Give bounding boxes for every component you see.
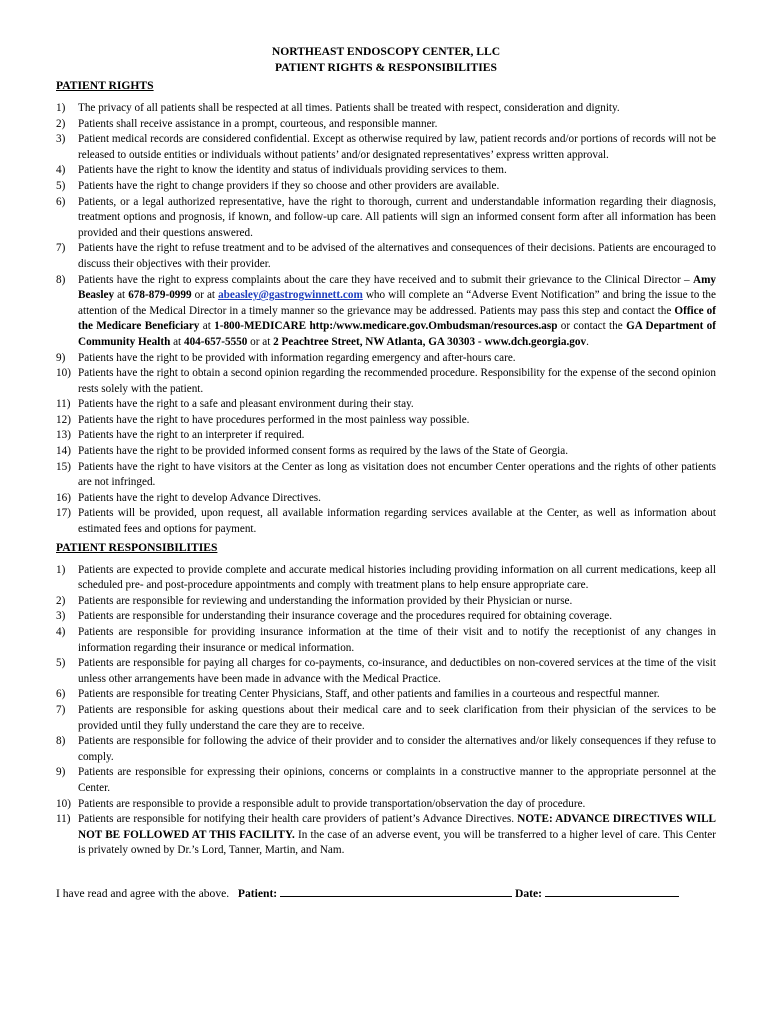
title-line-2: PATIENT RIGHTS & RESPONSIBILITIES — [275, 61, 497, 74]
clinical-director-phone: 678-879-0999 — [128, 289, 192, 302]
rights-item-grievance: 8) Patients have the right to express complaints about the care they have received and to submit their grievance to the Clinical Director – Amy Beasley at 678-879-0999 or at abeasley@gastrogwinnett.com who will complete an “Adverse Event Notification” and bring the issue to the attention of the Medical Director in a timely manner so the grievance may be addressed. Patients may pass this step and contact the Office of the Medicare Beneficiary at 1-800-MEDICARE http:/www.medicare.gov.Ombudsman/resources.asp or contact the GA Department of Community Health at 404-657-5550 or at 2 Peachtree Street, NW Atlanta, GA 30303 - www.dch.georgia.gov. — [56, 273, 716, 348]
agreement-text: I have read and agree with the above. — [56, 886, 230, 900]
responsibilities-list — [56, 563, 716, 859]
rights-item: 4) Patients have the right to know the identity and status of individuals providing services to them. — [56, 164, 507, 177]
rights-item: 3) Patient medical records are considered confidential. Except as otherwise required by law, patient records and/or portions of records will not be released to outside entities or individuals without patients’ and/or designated representatives’ express written approval. — [56, 133, 716, 161]
responsibilities-item-advance-directives: 11) Patients are responsible for notifying their health care providers of patient’s Advance Directives. NOTE: ADVANCE DIRECTIVES WILL NOT BE FOLLOWED AT THIS FACILITY. In the case of an adverse event, you will be transferred to a higher level of care. This Center is privately owned by Dr.’s Lord, Tanner, Martin, and Nam. — [56, 813, 717, 857]
responsibilities-item: 5) Patients are responsible for paying all charges for co-payments, co-insurance, and deductibles on non-covered services at the time of the visit unless other arrangements have been made in advance with the Medical Practice. — [56, 657, 716, 685]
medicare-contact: 1-800-MEDICARE http:/www.medicare.gov.Ombudsman/resources.asp — [214, 320, 558, 333]
title-line-1: NORTHEAST ENDOSCOPY CENTER, LLC — [271, 45, 501, 58]
rights-item: 12) Patients have the right to have procedures performed in the most painless way possible. — [56, 413, 470, 426]
responsibilities-heading: PATIENT RESPONSIBILITIES — [56, 540, 218, 554]
responsibilities-item: 3) Patients are responsible for understanding their insurance coverage and the procedures required for obtaining coverage. — [56, 610, 612, 623]
clinical-director-email-link[interactable]: abeasley@gastrogwinnett.com — [218, 289, 363, 302]
rights-item: 7) Patients have the right to refuse treatment and to be advised of the alternatives and consequences of their decisions. Patients are encouraged to discuss their objectives with their provider. — [56, 242, 716, 270]
rights-item: 6) Patients, or a legal authorized representative, have the right to thorough, current and understandable information regarding their diagnosis, treatment options and prognosis, if known, and follow-up care. All patients will sign an informed consent form after all information has been provided and their questions answered. — [56, 195, 716, 239]
responsibilities-item: 8) Patients are responsible for following the advice of their provider and to consider the alternatives and/or likely consequences if they refuse to comply. — [56, 735, 716, 763]
document-title — [56, 44, 716, 76]
responsibilities-item: 10) Patients are responsible to provide a responsible adult to provide transportation/observation the day of procedure. — [56, 797, 586, 810]
responsibilities-item: 9) Patients are responsible for expressing their opinions, concerns or complaints in a constructive manner to the appropriate personnel at the Center. — [56, 766, 716, 794]
rights-item: 11) Patients have the right to a safe and pleasant environment during their stay. — [56, 398, 414, 411]
rights-item: 1) The privacy of all patients shall be respected at all times. Patients shall be treated with respect, consideration and dignity. — [56, 102, 620, 114]
rights-item: 13) Patients have the right to an interpreter if required. — [56, 429, 305, 442]
responsibilities-item: 4) Patients are responsible for providing insurance information at the time of their visit and to notify the receptionist of any changes in information regarding their insurance or medical information. — [56, 626, 716, 654]
signature-line — [56, 885, 716, 902]
document-page — [56, 44, 716, 902]
responsibilities-item: 1) Patients are expected to provide complete and accurate medical histories including providing information on all current medications, keep all scheduled pre- and post-procedure appointments and comply with treatment plans to help ensure appropriate care. — [56, 563, 716, 592]
date-label: Date: — [514, 886, 543, 900]
rights-item: 17) Patients will be provided, upon request, all available information regarding services available at the Center, as well as information about estimated fees and options for payment. — [56, 507, 716, 536]
ga-department-phone: 404-657-5550 — [183, 335, 248, 348]
rights-item: 15) Patients have the right to have visitors at the Center as long as visitation does not encumber Center operations and the rights of other patients are not infringed. — [56, 460, 716, 489]
rights-item: 5) Patients have the right to change providers if they so choose and other providers are available. — [56, 179, 500, 192]
rights-list — [56, 101, 716, 538]
rights-item: 10) Patients have the right to obtain a second opinion regarding the recommended procedure. Responsibility for the expense of the second opinion rests solely with the patient. — [56, 367, 716, 395]
patient-signature-field[interactable] — [280, 885, 512, 897]
rights-item: 14) Patients have the right to be provided informed consent forms as required by the laws of the State of Georgia. — [56, 445, 569, 458]
rights-item: 2) Patients shall receive assistance in a prompt, courteous, and responsible manner. — [56, 117, 438, 130]
medicare-office-name: Office of the Medicare Beneficiary — [78, 304, 716, 333]
rights-item: 16) Patients have the right to develop Advance Directives. — [56, 491, 321, 504]
rights-heading: PATIENT RIGHTS — [56, 79, 154, 92]
responsibilities-item: 7) Patients are responsible for asking questions about their medical care and to seek clarification from their physician of the services to be provided until they fully understand the care they are to receive. — [56, 703, 716, 732]
advance-directives-note: NOTE: ADVANCE DIRECTIVES WILL NOT BE FOLLOWED AT THIS FACILITY. — [78, 813, 717, 841]
ga-department-name: GA Department of Community Health — [78, 320, 716, 348]
patient-label: Patient: — [237, 886, 278, 900]
responsibilities-item: 6) Patients are responsible for treating Center Physicians, Staff, and other patients and families in a courteous and respectful manner. — [56, 688, 660, 701]
date-field[interactable] — [545, 885, 679, 897]
clinical-director-name: Amy Beasley — [78, 273, 716, 302]
rights-item: 9) Patients have the right to be provided with information regarding emergency and after-hours care. — [56, 351, 516, 364]
ga-department-address: 2 Peachtree Street, NW Atlanta, GA 30303 - www.dch.georgia.gov — [273, 335, 587, 348]
responsibilities-item: 2) Patients are responsible for reviewing and understanding the information provided by their Physician or nurse. — [56, 594, 573, 607]
